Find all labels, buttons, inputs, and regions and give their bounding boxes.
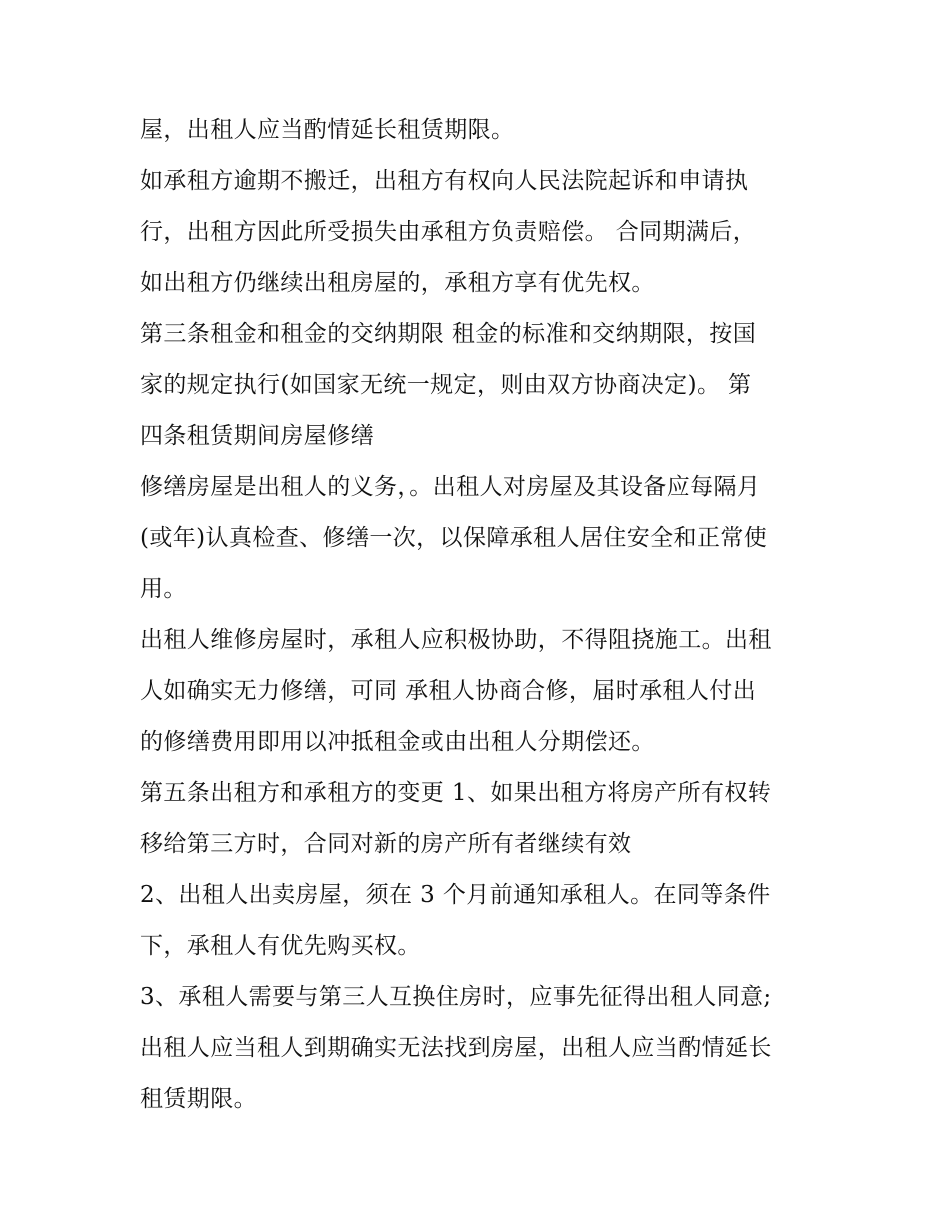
- text-line: 出租人应当租人到期确实无法找到房屋，出租人应当酌情延长: [140, 1035, 772, 1061]
- text-line: 人如确实无力修缮，可同 承租人协商合修，届时承租人付出: [140, 678, 757, 704]
- text-line: 2、出租人出卖房屋，须在 3 个月前通知承租人。在同等条件: [140, 882, 771, 908]
- text-line: 的修缮费用即用以冲抵租金或由出租人分期偿还。: [140, 729, 655, 755]
- text-line: 用。: [140, 576, 187, 602]
- text-line: 3、承租人需要与第三人互换住房时，应事先征得出租人同意;: [140, 984, 772, 1010]
- text-line: 租赁期限。: [140, 1086, 257, 1112]
- text-line: 第三条租金和租金的交纳期限 租金的标准和交纳期限，按国: [140, 321, 757, 347]
- text-line: (或年)认真检查、修缮一次，以保障承租人居住安全和正常使: [140, 525, 768, 551]
- text-line: 移给第三方时，合同对新的房产所有者继续有效: [140, 831, 632, 857]
- text-line: 行，出租方因此所受损失由承租方负责赔偿。 合同期满后，: [140, 219, 757, 245]
- text-line: 出租人维修房屋时，承租人应积极协助，不得阻挠施工。出租: [140, 627, 772, 653]
- text-line: 如承租方逾期不搬迁，出租方有权向人民法院起诉和申请执: [140, 168, 749, 194]
- text-line: 屋，出租人应当酌情延长租赁期限。: [140, 117, 515, 143]
- text-line: 家的规定执行(如国家无统一规定，则由双方协商决定)。 第: [140, 372, 752, 398]
- text-line: 修缮房屋是出租人的义务，。出租人对房屋及其设备应每隔月: [140, 474, 761, 500]
- text-line: 第五条出租方和承租方的变更 1、如果出租方将房产所有权转: [140, 780, 772, 806]
- text-line: 四条租赁期间房屋修缮: [140, 423, 374, 449]
- document-page: [140, 110, 830, 1130]
- text-line: 如出租方仍继续出租房屋的，承租方享有优先权。: [140, 270, 655, 296]
- text-line: 下，承租人有优先购买权。: [140, 933, 421, 959]
